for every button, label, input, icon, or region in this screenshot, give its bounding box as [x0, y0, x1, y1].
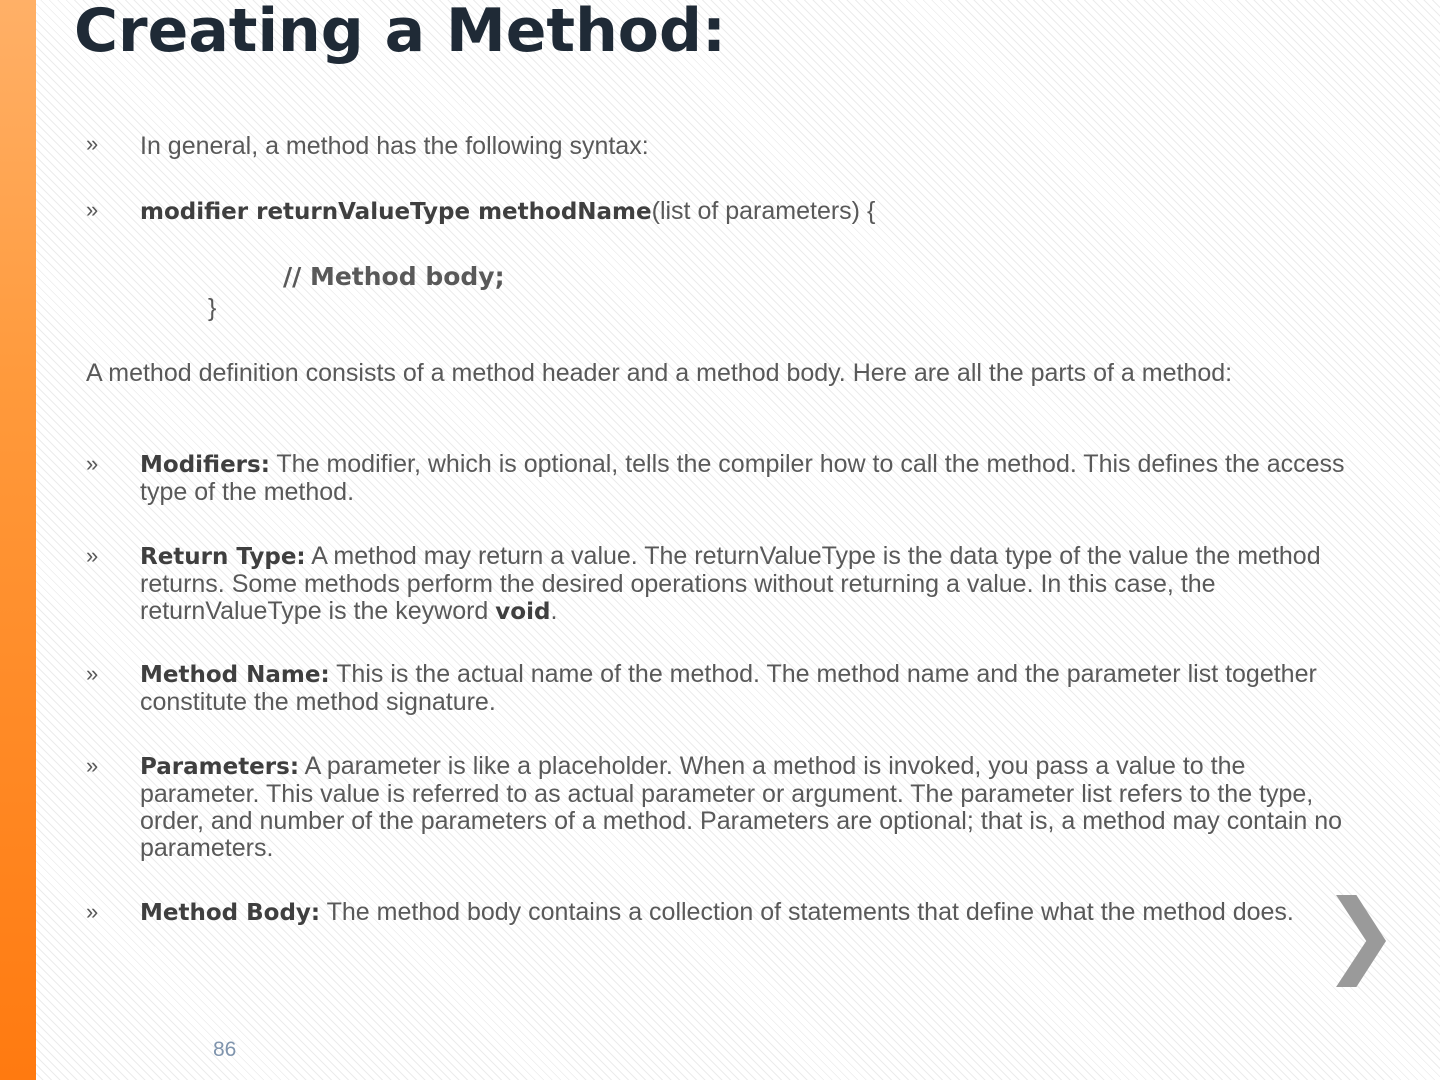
- page-number: 86: [213, 1038, 237, 1061]
- part-return-type: [140, 543, 1355, 626]
- part-description: This is the actual name of the method. The method name and the parameter list together constitute the method signature.: [140, 660, 1317, 716]
- syntax-signature: [140, 198, 1355, 226]
- bullet-icon: »: [86, 451, 99, 476]
- part-term: Modifiers:: [140, 452, 270, 478]
- syntax-signature-rest: (list of parameters) {: [651, 197, 876, 225]
- syntax-body-comment: // Method body;: [283, 262, 505, 291]
- part-modifiers: [140, 451, 1355, 506]
- part-method-name: [140, 661, 1355, 716]
- intro-text: In general, a method has the following syntax:: [140, 132, 649, 160]
- part-term: Method Name:: [140, 662, 330, 688]
- part-suffix: .: [550, 597, 558, 625]
- bullet-icon: »: [86, 661, 99, 686]
- syntax-closing-brace: }: [208, 294, 217, 322]
- bullet-icon: »: [86, 131, 99, 156]
- part-term: Method Body:: [140, 900, 321, 926]
- part-term: Return Type:: [140, 544, 306, 570]
- bullet-icon: »: [86, 197, 99, 222]
- slide-title: Creating a Method:: [74, 0, 726, 66]
- part-description: A method may return a value. The returnValueType is the data type of the value the method returns. Some methods perform the desired operations without returning a value. In this case, the returnValueType is the keyword: [140, 542, 1321, 625]
- part-description: The method body contains a collection of statements that define what the method does.: [320, 898, 1294, 926]
- bullet-icon: »: [86, 543, 99, 568]
- part-description: A parameter is like a placeholder. When a method is invoked, you pass a value to the parameter. This value is referred to as actual parameter or argument. The parameter list refers to the type, order, and number of the parameters of a method. Parameters are optional; that is, a method may contain no parameters.: [140, 752, 1343, 862]
- part-description: The modifier, which is optional, tells the compiler how to call the method. This defines the access type of the method.: [140, 450, 1345, 506]
- definition-text: A method definition consists of a method header and a method body. Here are all the parts of a method:: [86, 359, 1233, 387]
- part-method-body: [140, 899, 1340, 927]
- next-slide-chevron-right-icon[interactable]: ❯: [1322, 880, 1400, 987]
- syntax-signature-bold: modifier returnValueType methodName: [140, 199, 652, 225]
- void-keyword: void: [495, 599, 551, 625]
- part-term: Parameters:: [140, 754, 300, 780]
- bullet-icon: »: [86, 899, 99, 924]
- part-parameters: [140, 753, 1355, 862]
- bullet-icon: »: [86, 753, 99, 778]
